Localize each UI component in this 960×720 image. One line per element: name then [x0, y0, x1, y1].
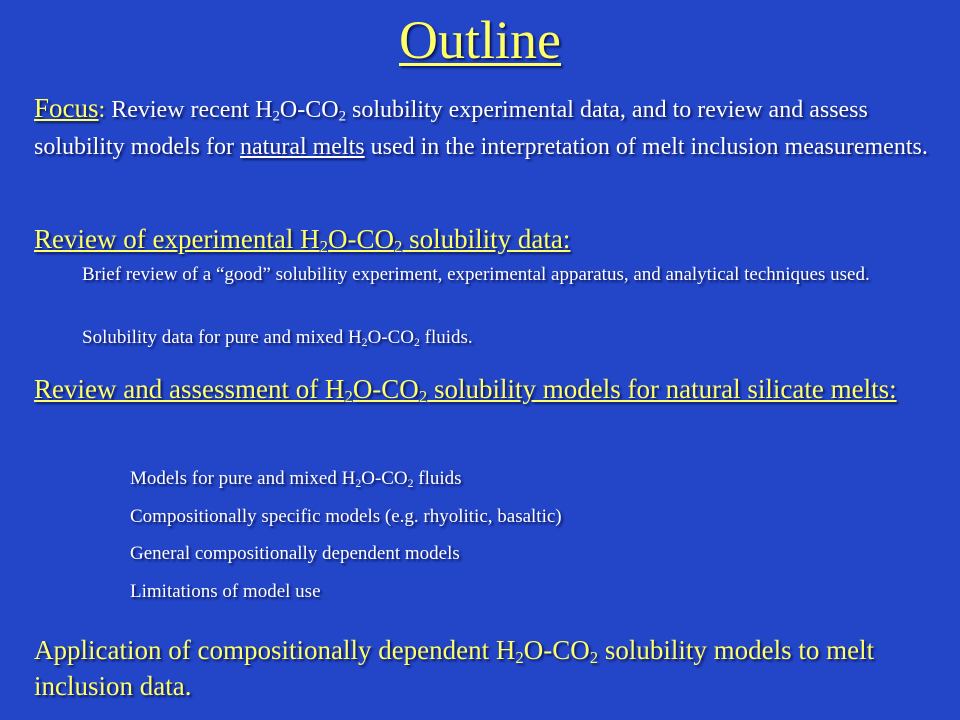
section1-heading: Review of experimental $H_2O-CO_2$ solubility data:: [34, 224, 571, 257]
section2-item: Limitations of model use: [130, 581, 321, 602]
focus-label: Focus: [34, 93, 99, 123]
section2-item: Compositionally specific models (e.g. rhyolitic, basaltic): [130, 506, 562, 527]
focus-text: solubility experimental data, and to review and assess solubility models for: [34, 97, 868, 160]
focus-text: used in the interpretation of melt inclusion measurements.: [364, 134, 928, 160]
focus-paragraph: Focus: Review recent $H_2O-CO_2$ solubility experimental data, and to review and assess solubility models for natural melts used in the interpretation of melt inclusion measurements.: [34, 93, 928, 160]
subscript: 2: [272, 108, 280, 125]
focus-text: Review recent H: [111, 97, 273, 123]
section2-heading: Review and assessment of $H_2O-CO_2$ solubility models for natural silicate melts:: [34, 374, 897, 407]
section1-item: Brief review of a “good” solubility experiment, experimental apparatus, and analytical techniques used.: [82, 264, 870, 285]
subscript: 2: [338, 108, 346, 125]
section1-item: Solubility data for pure and mixed $H_2O-CO_2$ fluids.: [82, 327, 473, 349]
application-paragraph: Application of compositionally dependent $H_2O-CO_2$ solubility models to melt inclusion data.: [34, 635, 875, 701]
focus-text: O-CO: [279, 97, 339, 123]
natural-melts-text: natural melts: [240, 134, 365, 160]
slide-title: Outline: [399, 10, 561, 70]
section2-item: Models for pure and mixed $H_2O-CO_2$ fluids: [130, 468, 462, 490]
section2-item: General compositionally dependent models: [130, 543, 460, 564]
